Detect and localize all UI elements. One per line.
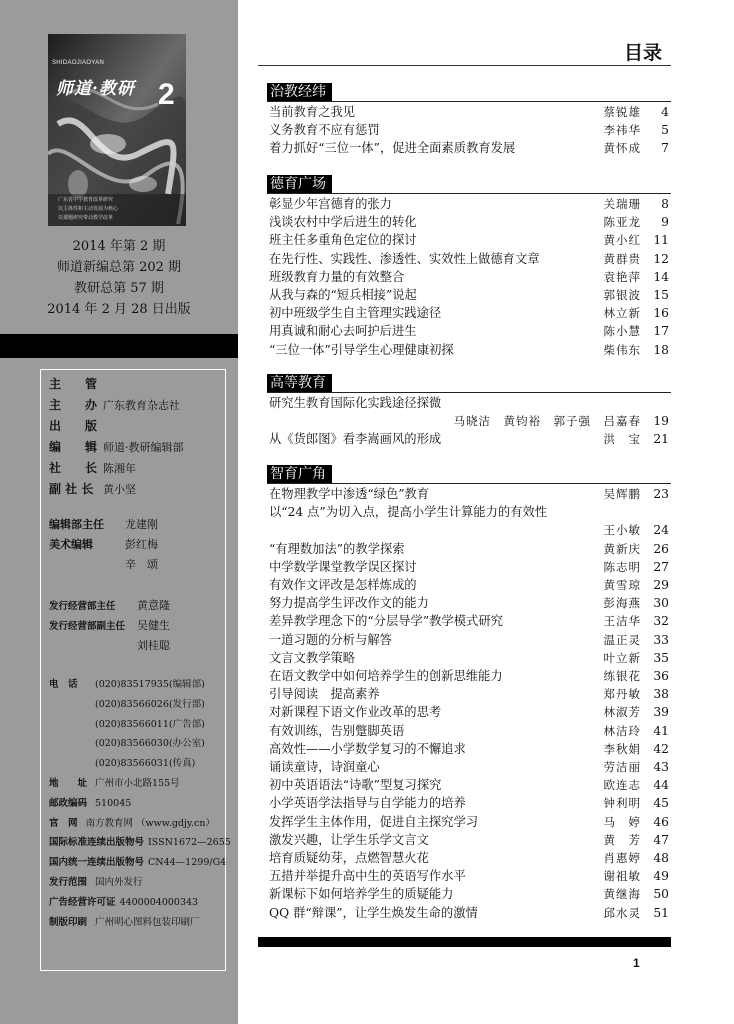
toc-entry-author: 温正灵 xyxy=(603,632,641,647)
colophon-label: 官 网 xyxy=(49,817,78,829)
toc-entry-page: 5 xyxy=(661,123,669,138)
toc-entry-author: 李祎华 xyxy=(603,123,641,138)
toc-entry-title: 义务教育不应有惩罚 xyxy=(269,123,380,138)
colophon-label: 编 辑 xyxy=(49,440,98,454)
cover-slogan-3: 以课题研究带动教学改革 xyxy=(58,215,114,221)
toc-entry-page: 14 xyxy=(653,269,669,284)
toc-entry-author: 马 婷 xyxy=(603,814,641,829)
toc-entry-author: 吴辉鹏 xyxy=(603,487,641,501)
toc-entry-title: 引导阅读 提高素养 xyxy=(269,687,380,702)
toc-entry-title: 有效作文评改是怎样炼成的 xyxy=(269,578,417,592)
toc-entry-title: QQ 群“辩课”，让学生焕发生命的激情 xyxy=(269,905,478,920)
toc-entry[interactable] xyxy=(269,849,669,867)
colophon-value: CN44—1299/G4 xyxy=(148,857,227,869)
toc-entry-title: 用真诚和耐心去呵护后进生 xyxy=(269,324,417,339)
colophon-row xyxy=(49,480,136,497)
toc-entry-author: 袁艳萍 xyxy=(603,269,641,284)
toc-entry-title: 班主任多重角色定位的探讨 xyxy=(269,233,417,248)
colophon-row xyxy=(49,375,103,392)
toc-entry[interactable] xyxy=(269,594,669,612)
toc-entry-page: 9 xyxy=(661,215,669,230)
toc-entry-page: 18 xyxy=(653,342,669,357)
toc-entry-author: 劳洁丽 xyxy=(603,760,641,774)
toc-entry-author: 邱水灵 xyxy=(603,905,641,920)
colophon-label: 主 办 xyxy=(49,398,98,412)
toc-entry-author: 黄雪琼 xyxy=(603,578,641,592)
toc-entry-page: 29 xyxy=(653,578,669,592)
toc-entry-author: 黄继海 xyxy=(603,887,641,902)
section-heading: 高等教育 xyxy=(267,374,332,393)
toc-entry-page: 21 xyxy=(653,432,669,447)
toc-entry-page: 24 xyxy=(653,523,669,538)
toc-entry-title: 班级教育力量的有效整合 xyxy=(269,269,405,284)
cover-pinyin: SHIDAOJIAOYAN xyxy=(52,60,105,66)
toc-entry[interactable] xyxy=(269,213,669,231)
issue-line: 2014 年 2 月 28 日出版 xyxy=(47,302,191,317)
colophon-label: 发行经营部主任 xyxy=(49,601,116,612)
staff-row xyxy=(49,556,158,572)
toc-entry-author: 蔡锐雄 xyxy=(603,105,641,119)
toc-entry[interactable] xyxy=(269,430,669,448)
toc-entry-author: 王小敏 xyxy=(603,523,641,538)
page-title: 目录 xyxy=(624,42,663,64)
toc-entry-page: 27 xyxy=(653,559,669,574)
toc-entry-page: 49 xyxy=(653,869,669,884)
colophon-label: 地 址 xyxy=(49,778,88,789)
issue-line: 2014 年第 2 期 xyxy=(72,239,166,254)
toc-entry[interactable] xyxy=(269,667,669,685)
contact-row xyxy=(49,716,205,730)
toc-entry[interactable] xyxy=(269,485,669,503)
colophon-value: (020)83566030(办公室) xyxy=(95,738,205,750)
toc-entry-title: 在物理教学中渗透“绿色”教育 xyxy=(269,487,430,501)
colophon-label: 广告经营许可证 xyxy=(49,896,116,908)
contact-row xyxy=(49,854,226,868)
contact-row xyxy=(49,696,205,710)
staff-row xyxy=(49,516,158,532)
toc-entry-author: 陈亚龙 xyxy=(603,215,641,230)
staff-row xyxy=(49,536,158,552)
contact-row xyxy=(49,834,231,848)
toc-entry-author: 彭海燕 xyxy=(603,596,641,611)
colophon-value: 辛 颂 xyxy=(125,558,158,571)
colophon-label: 邮政编码 xyxy=(49,797,88,809)
colophon-label: 国内统一连续出版物号 xyxy=(49,857,145,869)
toc-entry-page: 43 xyxy=(653,760,669,774)
toc-entry-title: 初中班级学生自主管理实践途径 xyxy=(269,306,442,321)
toc-entry[interactable] xyxy=(269,776,669,794)
toc-entry-author: 谢祖敏 xyxy=(603,869,641,884)
colophon-label: 编辑部主任 xyxy=(49,518,104,531)
toc-entry-title: 着力抓好“三位一体”，促进全面素质教育发展 xyxy=(269,141,516,156)
contact-row xyxy=(49,755,195,769)
colophon-label: 社 长 xyxy=(49,461,98,475)
toc-entry[interactable] xyxy=(269,794,669,812)
colophon-label: 国际标准连续出版物号 xyxy=(49,837,145,849)
toc-entry-title: 在先行性、实践性、渗透性、实效性上做德育文章 xyxy=(269,251,540,266)
contact-row xyxy=(49,795,131,809)
toc-entry[interactable] xyxy=(269,394,669,412)
toc-entry-page: 36 xyxy=(653,669,669,683)
section-rule xyxy=(267,101,671,102)
toc-entry[interactable] xyxy=(269,740,669,758)
contact-row xyxy=(49,815,215,829)
colophon-value: 510045 xyxy=(95,797,132,809)
colophon-label: 副 社 长 xyxy=(49,482,94,496)
distribution-row xyxy=(49,617,170,633)
toc-entry-title: 对新课程下语文作业改革的思考 xyxy=(269,705,442,720)
toc-entry-author: 林洁玲 xyxy=(603,723,641,738)
toc-entry[interactable] xyxy=(269,121,669,139)
toc-entry[interactable] xyxy=(269,322,669,340)
toc-entry-page: 26 xyxy=(653,541,669,556)
colophon-value: (020)83517935(编辑部) xyxy=(95,679,205,690)
colophon-value: 4400004000343 xyxy=(119,896,199,908)
toc-entry-title: 研究生教育国际化实践途径探微 xyxy=(269,396,442,410)
toc-entry[interactable] xyxy=(269,540,669,558)
toc-entry-author: 洪 宝 xyxy=(603,432,641,447)
colophon-value: ISSN1672—2655 xyxy=(148,837,231,849)
toc-entry-title: 新课标下如何培养学生的质疑能力 xyxy=(269,887,454,902)
toc-entry-title: 中学数学课堂教学误区探讨 xyxy=(269,559,417,574)
toc-entry[interactable] xyxy=(269,558,669,576)
colophon-label: 电 话 xyxy=(49,679,78,690)
colophon-row xyxy=(49,417,103,434)
toc-entry-title: 文言文教学策略 xyxy=(269,650,356,665)
toc-entry-title: 五措并举提升高中生的英语写作水平 xyxy=(269,869,466,884)
distribution-row xyxy=(49,597,170,613)
toc-entry-author: 欧连志 xyxy=(603,778,641,793)
toc-entry-title: “有理数加法”的教学探索 xyxy=(269,541,405,556)
colophon-value: 黄意隆 xyxy=(137,599,170,612)
toc-entry-title: 高效性——小学数学复习的不懈追求 xyxy=(269,741,466,756)
colophon-value: 广州明心图料包装印刷厂 xyxy=(95,916,200,928)
issue-info xyxy=(0,236,238,320)
colophon-value: 师道·教研编辑部 xyxy=(103,441,184,454)
colophon-value: (020)83566011(广告部) xyxy=(95,718,205,730)
toc-entry-page: 32 xyxy=(653,614,669,629)
toc-entry[interactable] xyxy=(269,576,669,594)
cover-title: 师道·教研 xyxy=(56,79,135,99)
toc-entry[interactable] xyxy=(269,341,669,359)
toc-entry-page: 15 xyxy=(653,288,669,302)
colophon-value: 刘桂聪 xyxy=(137,639,170,652)
toc-entry-page: 4 xyxy=(661,105,669,119)
colophon-label: 主 管 xyxy=(49,377,98,391)
colophon-value: (020)83566031(传真) xyxy=(95,758,196,770)
toc-entry-author: 黄群贵 xyxy=(603,251,641,266)
toc-entry-page: 17 xyxy=(653,324,669,339)
toc-entry-title: 诵读童诗，诗润童心 xyxy=(269,760,380,774)
toc-entry-page: 33 xyxy=(653,632,669,647)
colophon-value: 广东教育杂志社 xyxy=(103,399,180,412)
toc-entry-author: 叶立新 xyxy=(603,650,641,665)
left-sidebar xyxy=(0,0,238,1024)
toc-entry-page: 7 xyxy=(661,141,669,156)
toc-entry-page: 46 xyxy=(653,814,669,829)
footer-bar xyxy=(258,937,671,947)
colophon-value: 陈湘年 xyxy=(103,462,136,475)
toc-entry-title: 努力提高学生评改作文的能力 xyxy=(269,596,429,611)
toc-entry-page: 41 xyxy=(653,723,669,738)
toc-entry[interactable] xyxy=(269,885,669,903)
colophon-value: 广州市小北路155号 xyxy=(95,778,180,789)
contact-row xyxy=(49,775,180,789)
toc-entry[interactable] xyxy=(269,612,669,630)
toc-entry-author: 王洁华 xyxy=(603,614,641,629)
toc-entry-title: 彰显少年宫德育的张力 xyxy=(269,197,392,211)
section-rule xyxy=(267,392,671,393)
issue-line: 师道新编总第 202 期 xyxy=(56,260,182,275)
toc-entry-author: 肖惠婷 xyxy=(603,851,641,865)
toc-entry-title: 从《货郎图》看李嵩画风的形成 xyxy=(269,432,442,447)
toc-entry-page: 38 xyxy=(653,687,669,702)
section-heading: 德育广场 xyxy=(267,175,332,194)
header-rule xyxy=(258,65,671,66)
toc-entry-page: 35 xyxy=(653,650,669,665)
toc-entry-author: 柴伟东 xyxy=(603,342,641,357)
colophon-value: 彭红梅 xyxy=(125,538,158,551)
toc-entry-page: 44 xyxy=(653,778,669,793)
toc-entry[interactable] xyxy=(269,649,669,667)
toc-entry-author: 郭银波 xyxy=(603,288,641,302)
toc-entry-page: 47 xyxy=(653,832,669,847)
distribution-row xyxy=(49,637,170,653)
toc-entry-title: 培育质疑幼芽，点燃智慧火花 xyxy=(269,851,429,865)
toc-entry-author: 关瑞珊 xyxy=(603,197,641,211)
toc-entry-title: 小学英语学法指导与自学能力的培养 xyxy=(269,796,466,811)
toc-entry[interactable] xyxy=(269,722,669,740)
section-rule xyxy=(267,483,671,484)
toc-entry-author: 钟利明 xyxy=(603,796,641,811)
contact-row xyxy=(49,914,200,928)
toc-entry[interactable] xyxy=(269,250,669,268)
colophon-value: 黄小坚 xyxy=(103,483,136,496)
toc-entry-author: 马晓洁 黄钧裕 郭子强 吕嘉春 xyxy=(453,414,641,429)
toc-entry[interactable] xyxy=(269,631,669,649)
contact-row xyxy=(49,676,205,690)
issue-line: 教研总第 57 期 xyxy=(74,281,164,296)
toc-entry-page: 51 xyxy=(653,905,669,920)
page-number: 1 xyxy=(633,956,640,970)
toc-entry-page: 8 xyxy=(661,197,669,211)
toc-entry-title: 当前教育之我见 xyxy=(269,105,356,119)
toc-entry-title: 从我与森的“短兵相接”说起 xyxy=(269,288,417,302)
colophon-value: 龙建刚 xyxy=(125,518,158,531)
toc-entry-author: 李秋娟 xyxy=(603,741,641,756)
toc-entry-title: 激发兴趣，让学生乐学文言文 xyxy=(269,832,429,847)
toc-entry[interactable] xyxy=(269,195,669,213)
toc-entry[interactable] xyxy=(269,231,669,249)
divider-band xyxy=(0,334,238,358)
toc-entry[interactable] xyxy=(269,268,669,286)
colophon-label: 美术编辑 xyxy=(49,538,93,551)
colophon-row xyxy=(49,396,180,413)
colophon-value: 国内外发行 xyxy=(95,877,143,888)
toc-entry-title: 在语文教学中如何培养学生的创新思维能力 xyxy=(269,669,503,683)
contact-row xyxy=(49,894,198,908)
toc-entry-title: 以“24 点”为切入点，提高小学生计算能力的有效性 xyxy=(269,505,548,520)
toc-entry-author: 黄小红 xyxy=(603,233,641,248)
toc-entry-title: 差异教学理念下的“分层导学”教学模式研究 xyxy=(269,614,503,629)
toc-entry-author: 林立新 xyxy=(603,306,641,321)
toc-entry-author: 陈志明 xyxy=(603,559,641,574)
toc-entry-page: 42 xyxy=(653,741,669,756)
colophon-value: (020)83566026(发行部) xyxy=(95,698,205,710)
toc-entry-page: 16 xyxy=(653,306,669,321)
toc-entry[interactable] xyxy=(269,831,669,849)
colophon-row xyxy=(49,438,184,455)
toc-entry[interactable] xyxy=(269,521,669,539)
toc-entry-page: 45 xyxy=(653,796,669,811)
contact-row xyxy=(49,735,205,749)
toc-entry-page: 39 xyxy=(653,705,669,720)
toc-entry-title: 一道习题的分析与解答 xyxy=(269,632,392,647)
toc-entry-author: 郑丹敏 xyxy=(603,687,641,702)
toc-entry[interactable] xyxy=(269,685,669,703)
toc-entry-page: 12 xyxy=(653,251,669,266)
magazine-cover-image xyxy=(48,34,186,226)
colophon-label: 出 版 xyxy=(49,419,98,433)
toc-entry[interactable] xyxy=(269,286,669,304)
toc-entry-author: 黄新庆 xyxy=(603,541,641,556)
colophon-box xyxy=(40,369,231,971)
toc-entry[interactable] xyxy=(269,758,669,776)
toc-entry[interactable] xyxy=(269,813,669,831)
toc-entry[interactable] xyxy=(269,139,669,157)
toc-entry[interactable] xyxy=(269,103,669,121)
toc-entry-author: 黄怀成 xyxy=(603,141,641,156)
colophon-label: 制版印刷 xyxy=(49,916,88,928)
toc-entry-title: “三位一体”引导学生心理健康初探 xyxy=(269,342,454,357)
toc-entry-author: 练银花 xyxy=(603,669,641,683)
colophon-value: 南方教育网 （www.gdjy.cn） xyxy=(85,817,215,829)
toc-entry-author: 黄 芳 xyxy=(603,832,641,847)
cover-slogan-1: 广东省中学教育改革研究 xyxy=(58,197,114,203)
toc-entry-page: 48 xyxy=(653,851,669,865)
colophon-label: 发行经营部副主任 xyxy=(49,621,126,632)
toc-entry-page: 19 xyxy=(653,414,669,429)
cover-slogan-2: 以主体性和主动发展为核心 xyxy=(58,206,119,212)
toc-entry-author: 林淑芳 xyxy=(603,705,641,720)
toc-entry-title: 浅谈农村中学后进生的转化 xyxy=(269,215,417,230)
toc-entry-title: 初中英语语法“诗歌”型复习探究 xyxy=(269,778,442,793)
section-rule xyxy=(267,193,671,194)
colophon-row xyxy=(49,459,136,476)
toc-entry-author: 陈小慧 xyxy=(603,324,641,339)
section-heading: 治教经纬 xyxy=(267,83,332,102)
toc-entry[interactable] xyxy=(269,703,669,721)
toc-entry-page: 50 xyxy=(653,887,669,902)
toc-entry-page: 11 xyxy=(653,233,669,248)
toc-entry[interactable] xyxy=(269,867,669,885)
toc-entry-title: 有效训练，告别蹩脚英语 xyxy=(269,723,405,738)
colophon-label: 发行范围 xyxy=(49,877,88,888)
toc-entry[interactable] xyxy=(269,904,669,922)
cover-issue-number: 2 xyxy=(158,78,175,111)
toc-entry[interactable] xyxy=(269,412,669,430)
toc-entry[interactable] xyxy=(269,503,669,521)
toc-entry-page: 30 xyxy=(653,596,669,611)
toc-entry-page: 23 xyxy=(653,487,669,501)
colophon-value: 吴健生 xyxy=(137,619,170,632)
toc-entry[interactable] xyxy=(269,304,669,322)
contact-row xyxy=(49,874,143,888)
toc-entry-title: 发挥学生主体作用，促进自主探究学习 xyxy=(269,814,479,829)
section-heading: 智育广角 xyxy=(267,465,332,484)
